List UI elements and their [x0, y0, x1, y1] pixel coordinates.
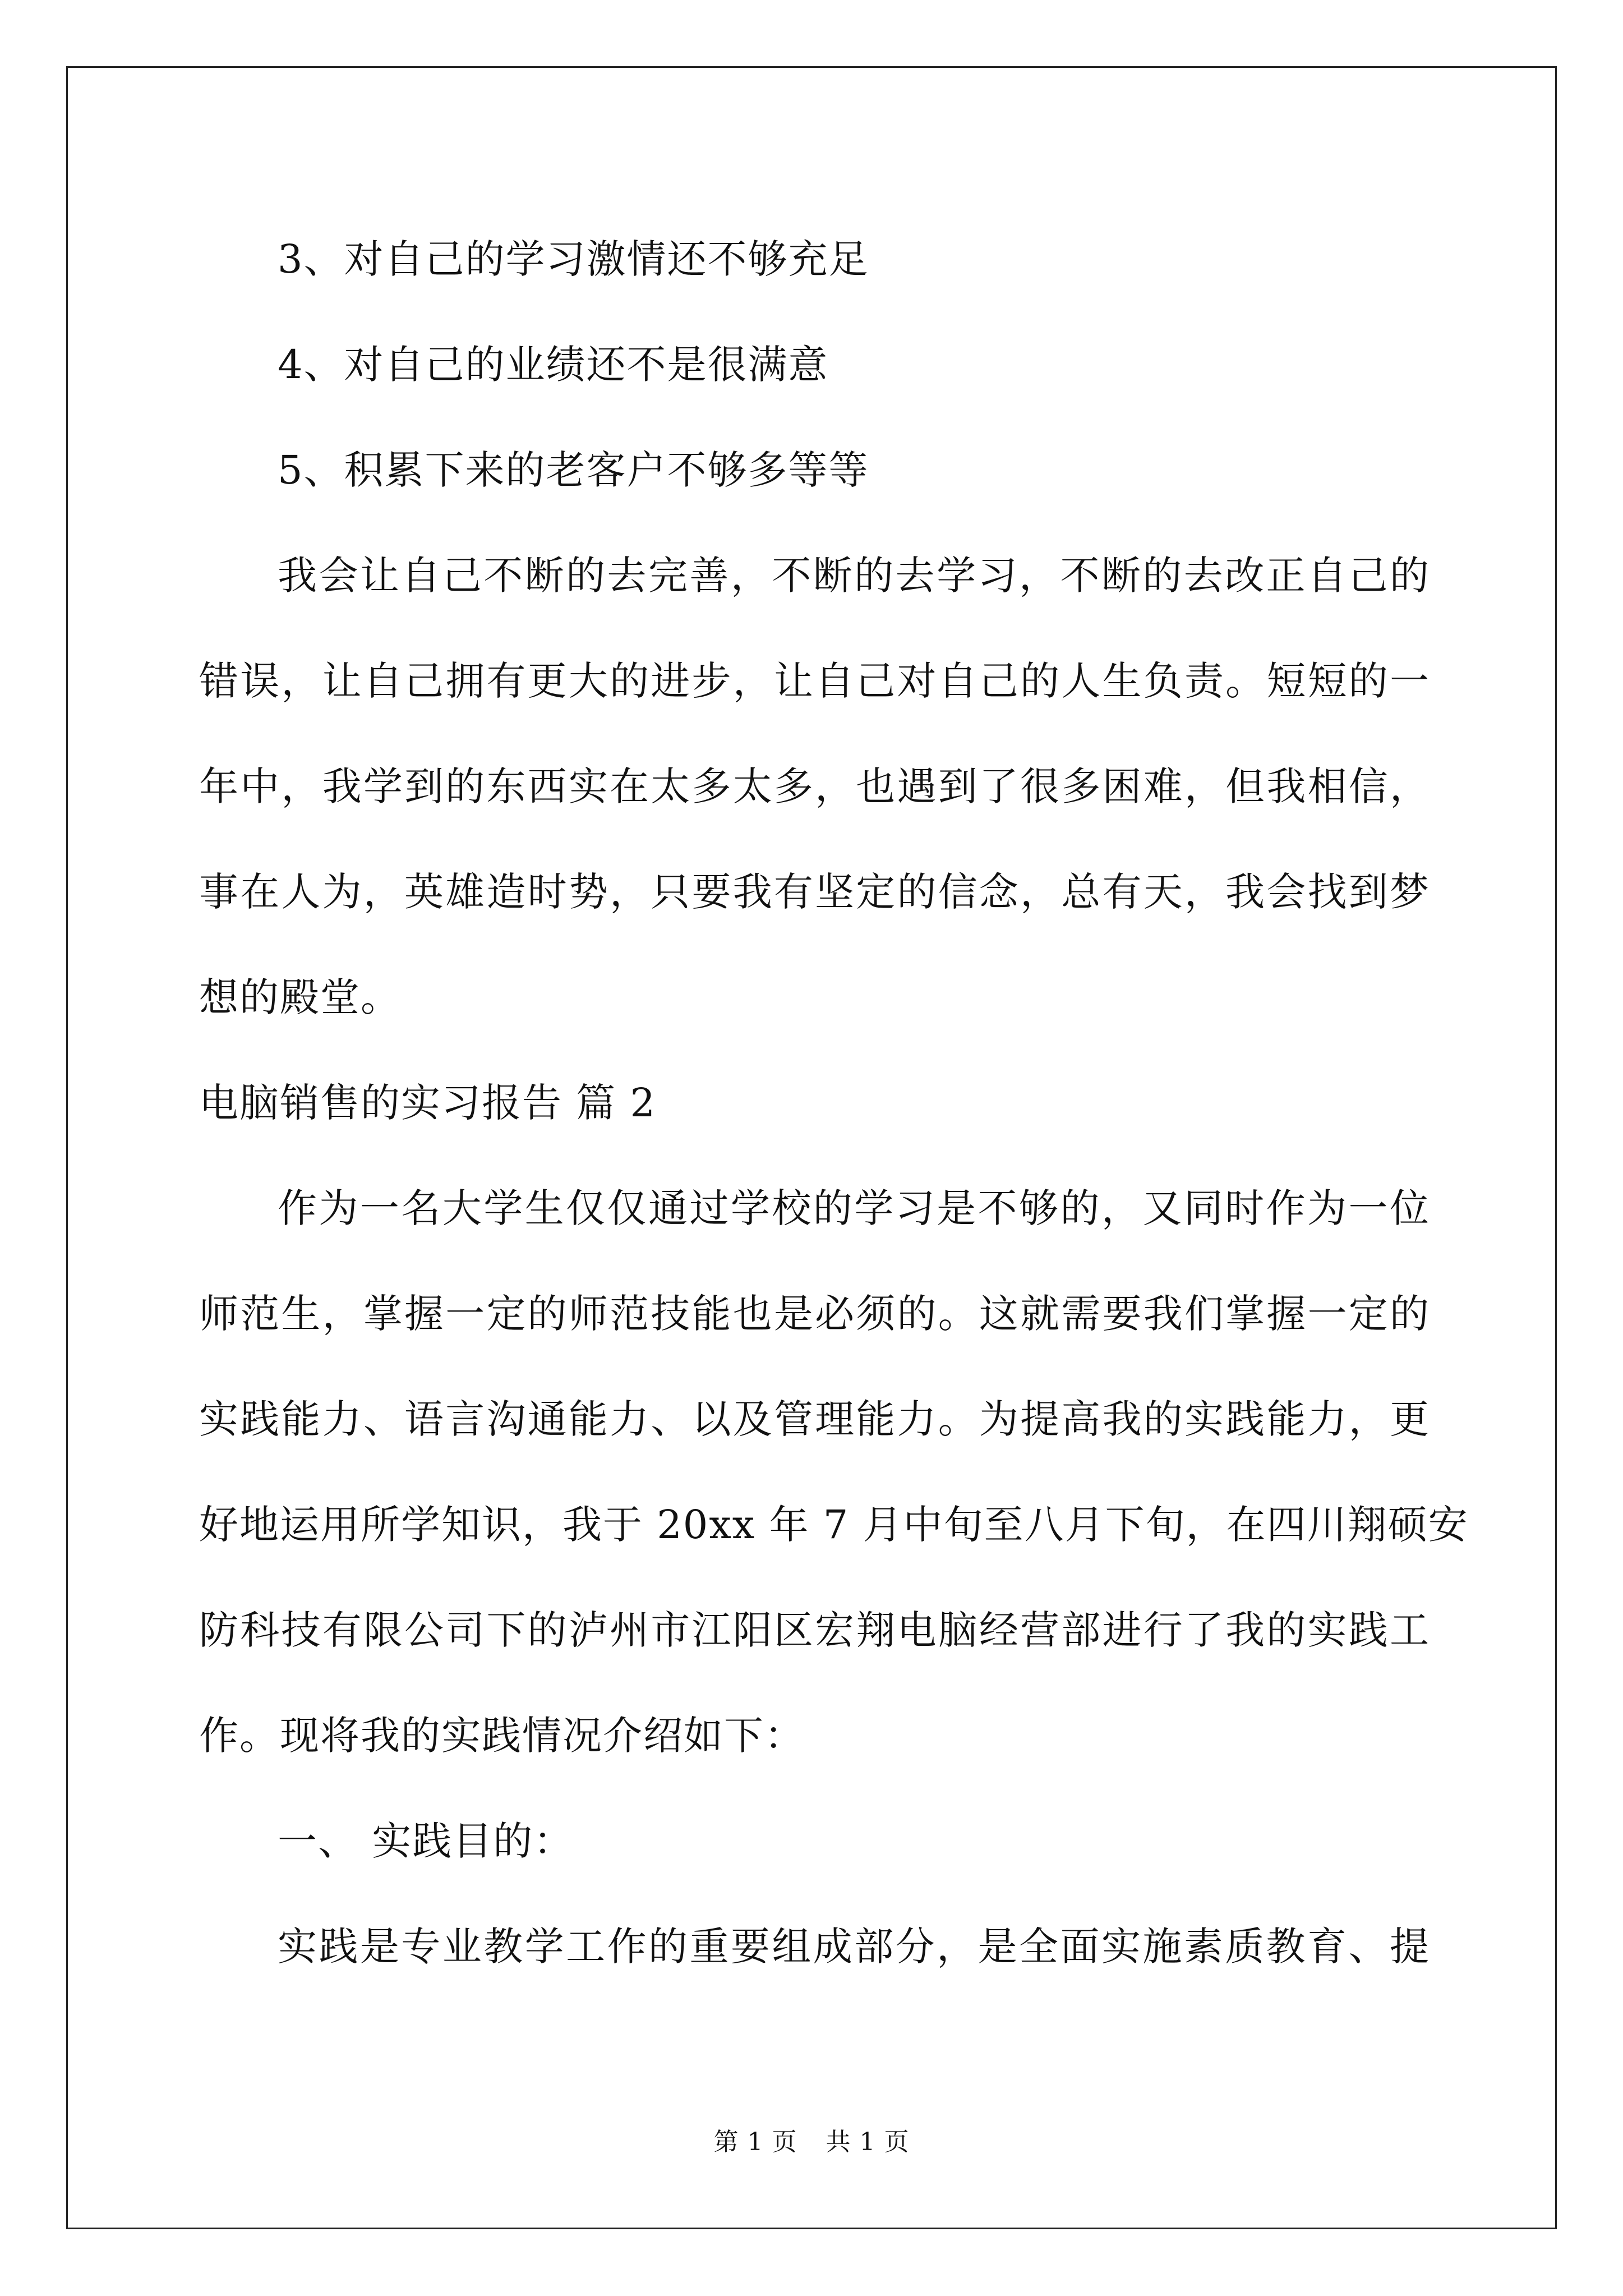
list-item: 3、对自己的学习激情还不够充足: [278, 236, 869, 282]
paragraph-line: 错误，让自己拥有更大的进步，让自己对自己的人生负责。短短的一: [199, 658, 1430, 704]
paragraph-line: 年中，我学到的东西实在太多太多，也遇到了很多困难，但我相信，: [199, 763, 1430, 809]
page-number-current: 第 1 页: [713, 2128, 797, 2156]
page-footer: [0, 2122, 1623, 2157]
paragraph-line: 师范生，掌握一定的师范技能也是必须的。这就需要我们掌握一定的: [199, 1291, 1430, 1337]
list-item: 5、积累下来的老客户不够多等等: [278, 447, 869, 493]
paragraph-line: 好地运用所学知识，我于 20xx 年 7 月中旬至八月下旬，在四川翔硕安: [199, 1502, 1469, 1548]
paragraph-line: 事在人为，英雄造时势，只要我有坚定的信念，总有天，我会找到梦: [199, 869, 1430, 915]
document-body: [199, 206, 1469, 1999]
subsection-heading: 一、 实践目的：: [278, 1818, 574, 1864]
paragraph-line: 实践能力、语言沟通能力、以及管理能力。为提高我的实践能力，更: [199, 1396, 1430, 1442]
paragraph-line: 想的殿堂。: [199, 974, 401, 1020]
paragraph-line: 作。现将我的实践情况介绍如下：: [199, 1713, 805, 1759]
paragraph-line: 防科技有限公司下的泸州市江阳区宏翔电脑经营部进行了我的实践工: [199, 1607, 1430, 1653]
list-item: 4、对自己的业绩还不是很满意: [278, 342, 829, 388]
paragraph-line: 作为一名大学生仅仅通过学校的学习是不够的，又同时作为一位: [278, 1185, 1430, 1231]
page-number-total: 共 1 页: [826, 2128, 910, 2156]
paragraph-line: 我会让自己不断的去完善，不断的去学习，不断的去改正自己的: [278, 553, 1430, 599]
paragraph-line: 实践是专业教学工作的重要组成部分，是全面实施素质教育、提: [278, 1924, 1430, 1970]
section-heading: 电脑销售的实习报告 篇 2: [199, 1080, 657, 1126]
